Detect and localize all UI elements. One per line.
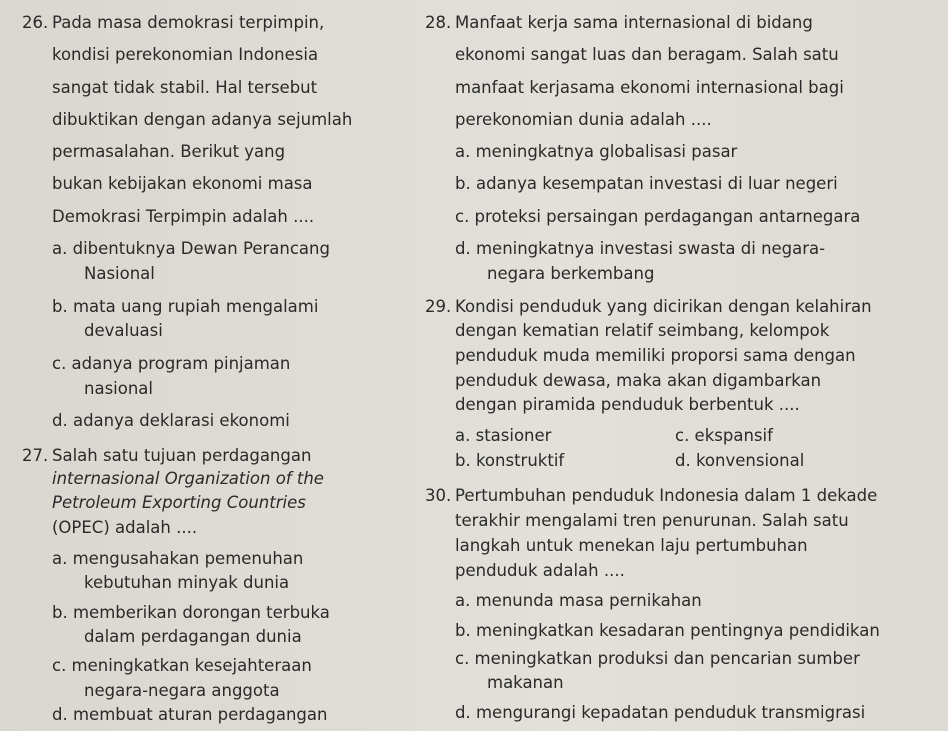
- option-a-continued: Nasional: [84, 264, 155, 283]
- question-text-line: penduduk muda memiliki proporsi sama dengan: [455, 346, 856, 365]
- option-a[interactable]: a. mengusahakan pemenuhan: [52, 549, 304, 568]
- question-text-line: Petroleum Exporting Countries: [52, 493, 306, 512]
- question-number: 29.: [425, 297, 452, 316]
- question-number: 30.: [425, 486, 452, 505]
- option-b[interactable]: b. konstruktif: [455, 451, 565, 470]
- option-a-continued: kebutuhan minyak dunia: [84, 573, 290, 592]
- option-d-continued: negara berkembang: [487, 264, 655, 283]
- option-c[interactable]: c. meningkatkan produksi dan pencarian sumber: [455, 649, 860, 668]
- question-text-line: dengan kematian relatif seimbang, kelompok: [455, 321, 830, 340]
- option-c[interactable]: c. adanya program pinjaman: [52, 354, 291, 373]
- option-c[interactable]: c. proteksi persaingan perdagangan antarnegara: [455, 207, 861, 226]
- option-c[interactable]: c. ekspansif: [675, 426, 773, 445]
- question-number: 27.: [22, 446, 49, 465]
- question-text-line: sangat tidak stabil. Hal tersebut: [52, 78, 318, 97]
- question-text-line: (OPEC) adalah ....: [52, 518, 198, 537]
- option-a[interactable]: a. stasioner: [455, 426, 552, 445]
- question-text-line: Pertumbuhan penduduk Indonesia dalam 1 dekade: [455, 486, 878, 505]
- question-text-line: Demokrasi Terpimpin adalah ....: [52, 207, 315, 226]
- option-d[interactable]: d. mengurangi kepadatan penduduk transmigrasi: [455, 703, 866, 722]
- question-text-line: dengan piramida penduduk berbentuk ....: [455, 395, 800, 414]
- option-c-continued: nasional: [84, 379, 153, 398]
- question-text-line: penduduk dewasa, maka akan digambarkan: [455, 371, 822, 390]
- option-b-continued: devaluasi: [84, 321, 163, 340]
- option-d[interactable]: d. adanya deklarasi ekonomi: [52, 411, 290, 430]
- question-number: 28.: [425, 13, 452, 32]
- option-b-continued: dalam perdagangan dunia: [84, 627, 302, 646]
- question-text-line: langkah untuk menekan laju pertumbuhan: [455, 536, 808, 555]
- option-b[interactable]: b. mata uang rupiah mengalami: [52, 297, 319, 316]
- question-text-line: ekonomi sangat luas dan beragam. Salah satu: [455, 45, 839, 64]
- question-text-line: Salah satu tujuan perdagangan: [52, 446, 312, 465]
- question-text-line: Manfaat kerja sama internasional di bidang: [455, 13, 813, 32]
- option-b[interactable]: b. adanya kesempatan investasi di luar negeri: [455, 174, 838, 193]
- option-d[interactable]: d. membuat aturan perdagangan: [52, 705, 328, 724]
- question-text-line: dibuktikan dengan adanya sejumlah: [52, 110, 353, 129]
- option-a[interactable]: a. meningkatnya globalisasi pasar: [455, 142, 738, 161]
- question-text-line: bukan kebijakan ekonomi masa: [52, 174, 313, 193]
- question-text-line: terakhir mengalami tren penurunan. Salah satu: [455, 511, 849, 530]
- option-b[interactable]: b. meningkatkan kesadaran pentingnya pendidikan: [455, 621, 880, 640]
- question-text-line: perekonomian dunia adalah ....: [455, 110, 712, 129]
- question-text-line: permasalahan. Berikut yang: [52, 142, 286, 161]
- question-text-line: penduduk adalah ....: [455, 561, 625, 580]
- option-a[interactable]: a. dibentuknya Dewan Perancang: [52, 239, 330, 258]
- option-b[interactable]: b. memberikan dorongan terbuka: [52, 603, 330, 622]
- question-number: 26.: [22, 13, 49, 32]
- option-d[interactable]: d. meningkatnya investasi swasta di negara-: [455, 239, 826, 258]
- option-c-continued: makanan: [487, 673, 564, 692]
- question-text-line: Pada masa demokrasi terpimpin,: [52, 13, 325, 32]
- question-text-line: Kondisi penduduk yang dicirikan dengan kelahiran: [455, 297, 872, 316]
- option-c[interactable]: c. meningkatkan kesejahteraan: [52, 656, 312, 675]
- option-a[interactable]: a. menunda masa pernikahan: [455, 591, 702, 610]
- question-text-line: kondisi perekonomian Indonesia: [52, 45, 319, 64]
- option-d[interactable]: d. konvensional: [675, 451, 805, 470]
- question-text-line: internasional Organization of the: [52, 469, 324, 488]
- option-c-continued: negara-negara anggota: [84, 681, 280, 700]
- question-text-line: manfaat kerjasama ekonomi internasional bagi: [455, 78, 844, 97]
